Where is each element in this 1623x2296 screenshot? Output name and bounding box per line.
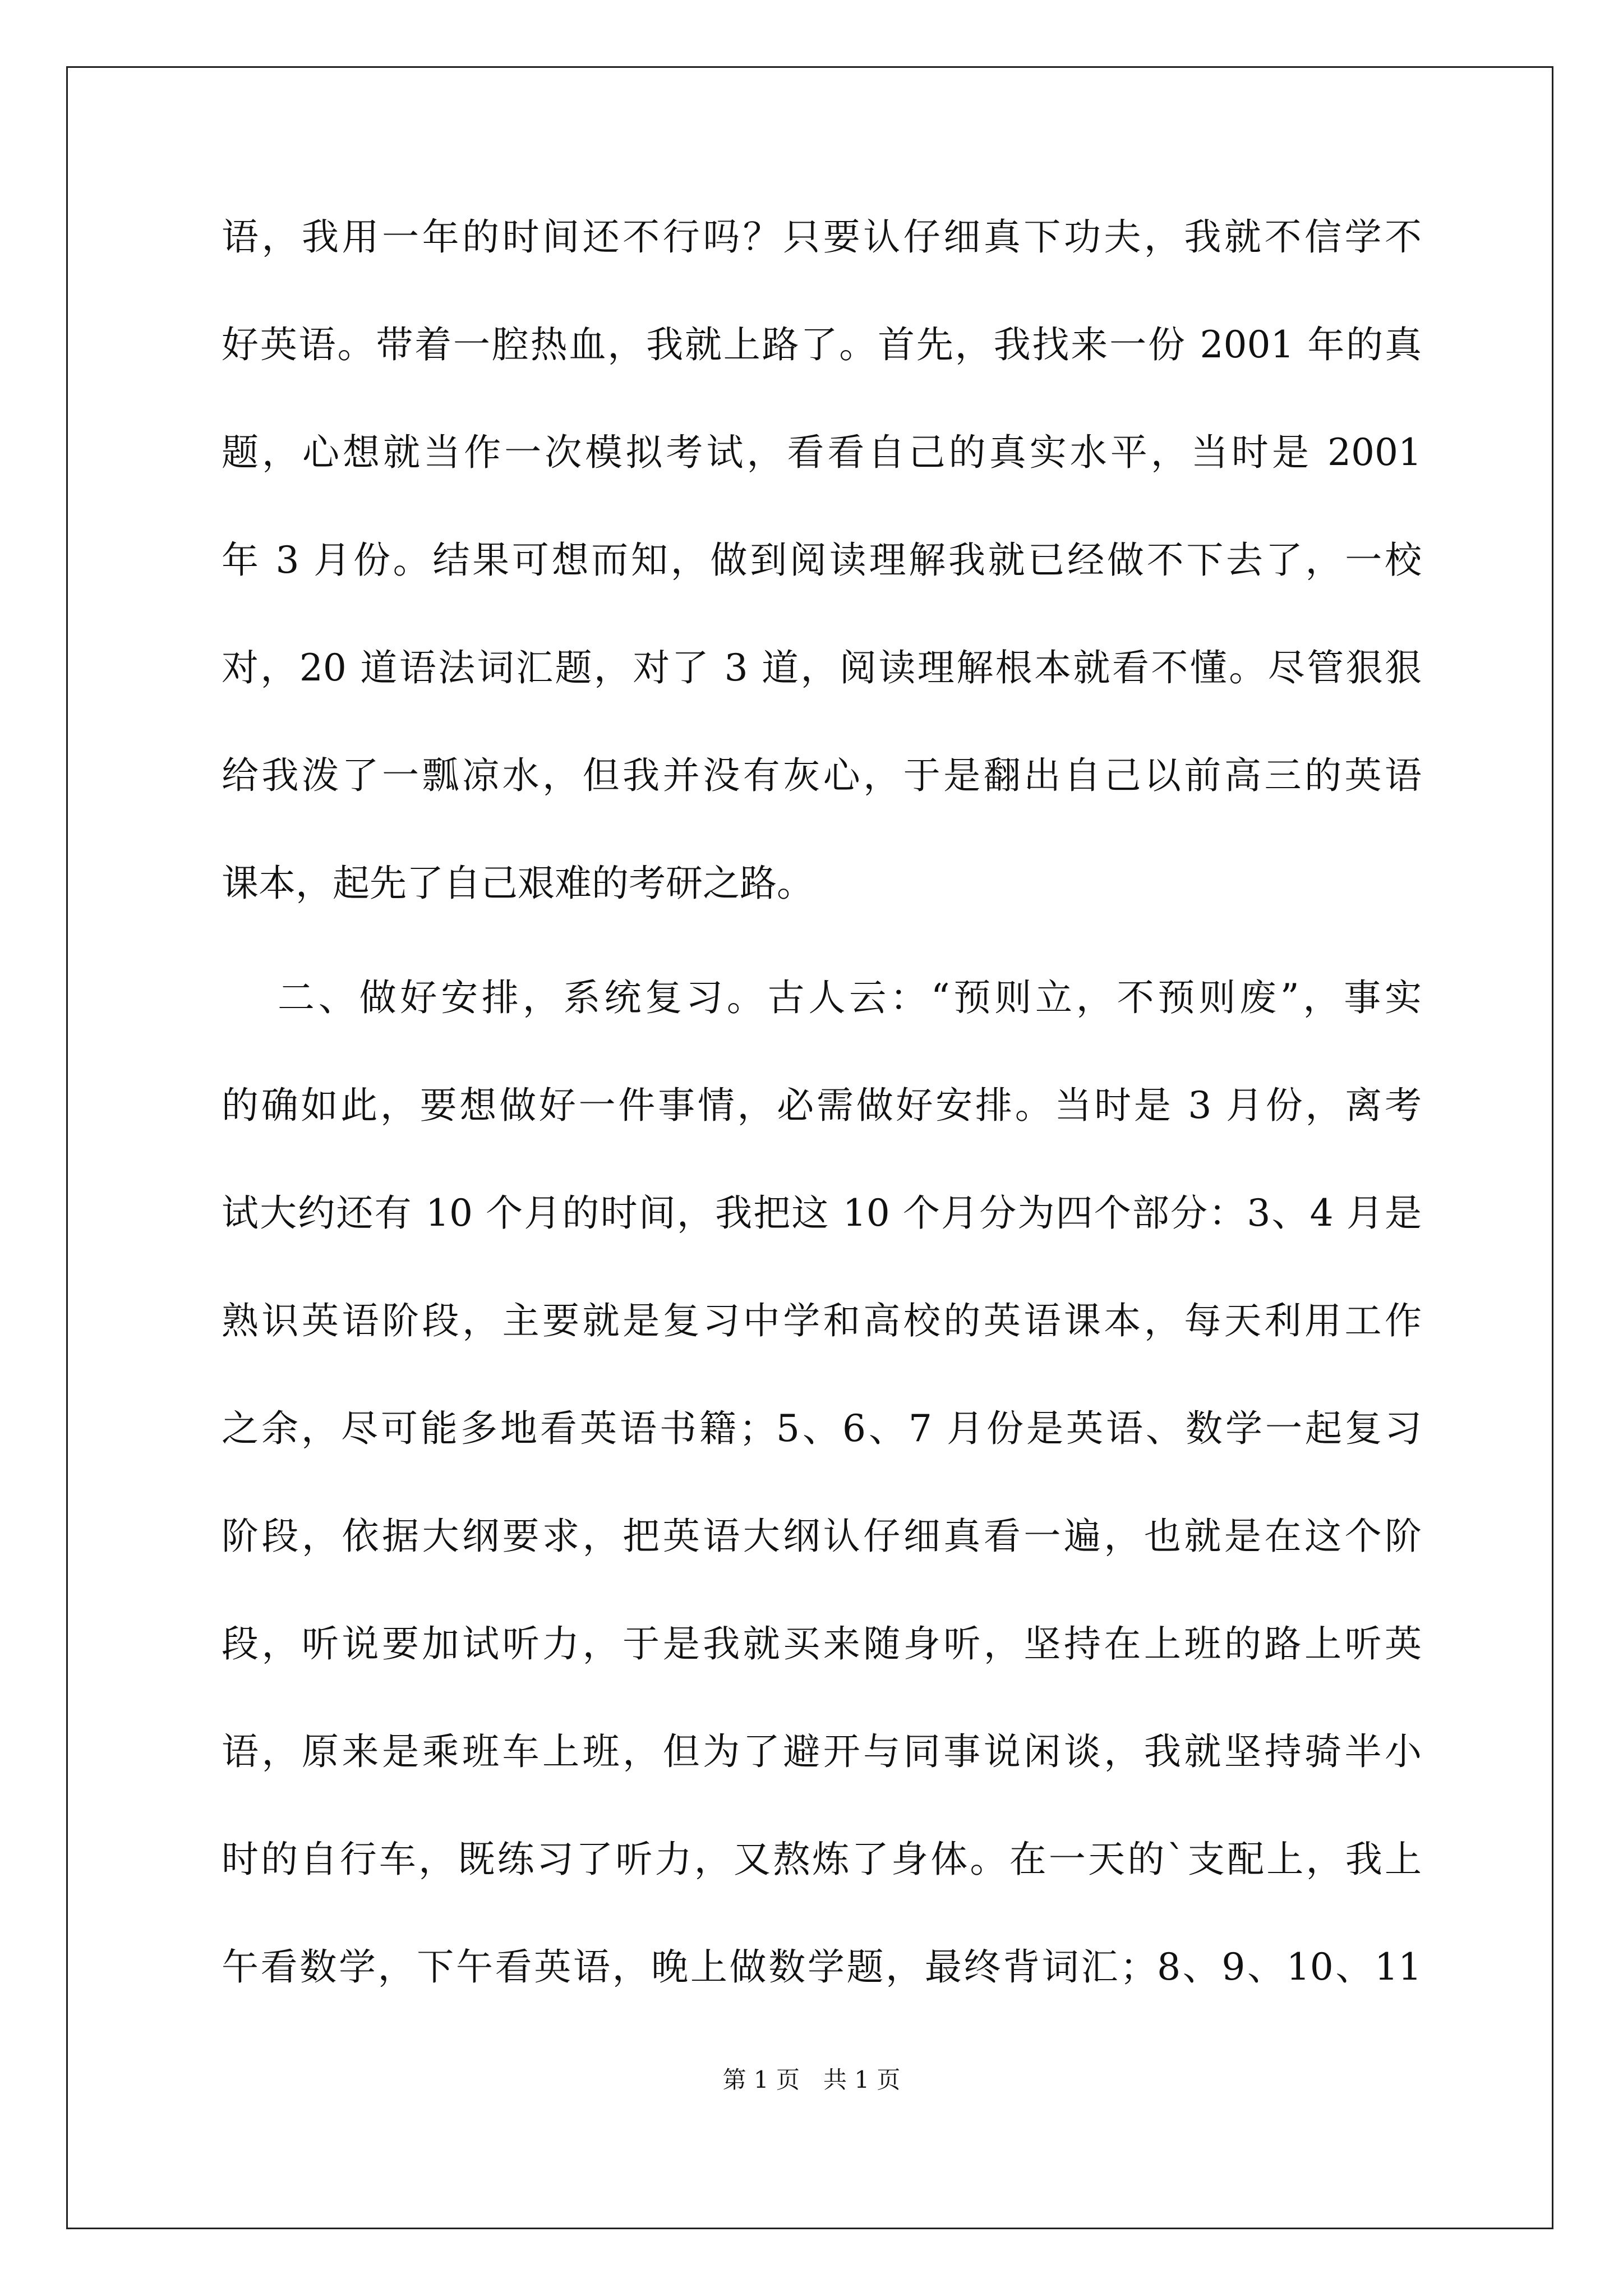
body-text-line: 之余，尽可能多地看英语书籍；5、6、7 月份是英语、数学一起复习 <box>222 1407 1422 1450</box>
body-text-line: 阶段，依据大纲要求，把英语大纲认仔细真看一遍，也就是在这个阶 <box>222 1515 1422 1558</box>
body-text-line: 题，心想就当作一次模拟考试，看看自己的真实水平，当时是 2001 <box>222 431 1422 474</box>
page-footer: 第 1 页 共 1 页 <box>722 2066 901 2093</box>
paragraph-heading-line: 二、做好安排，系统复习。古人云：“预则立，不预则废”，事实 <box>278 976 1422 1019</box>
body-text-line: 时的自行车，既练习了听力，又熬炼了身体。在一天的`支配上，我上 <box>222 1838 1422 1881</box>
body-text-line: 段，听说要加试听力，于是我就买来随身听，坚持在上班的路上听英 <box>222 1622 1422 1665</box>
body-text-line: 语，我用一年的时间还不行吗？只要认仔细真下功夫，我就不信学不 <box>222 215 1422 259</box>
body-text-line: 熟识英语阶段，主要就是复习中学和高校的英语课本，每天利用工作 <box>222 1299 1422 1342</box>
body-text-line: 年 3 月份。结果可想而知，做到阅读理解我就已经做不下去了，一校 <box>222 539 1422 582</box>
body-text-line: 对，20 道语法词汇题，对了 3 道，阅读理解根本就看不懂。尽管狠狠 <box>222 646 1422 689</box>
body-text-line: 的确如此，要想做好一件事情，必需做好安排。当时是 3 月份，离考 <box>222 1084 1422 1127</box>
body-text-line: 课本，起先了自己艰难的考研之路。 <box>222 862 814 905</box>
body-text-line: 好英语。带着一腔热血，我就上路了。首先，我找来一份 2001 年的真 <box>222 323 1422 366</box>
page-border <box>66 66 1553 2229</box>
body-text-line: 午看数学，下午看英语，晚上做数学题，最终背词汇；8、9、10、11 <box>222 1945 1422 1989</box>
body-text-line: 给我泼了一瓢凉水，但我并没有灰心，于是翻出自己以前高三的英语 <box>222 754 1422 797</box>
body-text-line: 语，原来是乘班车上班，但为了避开与同事说闲谈，我就坚持骑半小 <box>222 1730 1422 1773</box>
body-text-line: 试大约还有 10 个月的时间，我把这 10 个月分为四个部分：3、4 月是 <box>222 1191 1422 1235</box>
